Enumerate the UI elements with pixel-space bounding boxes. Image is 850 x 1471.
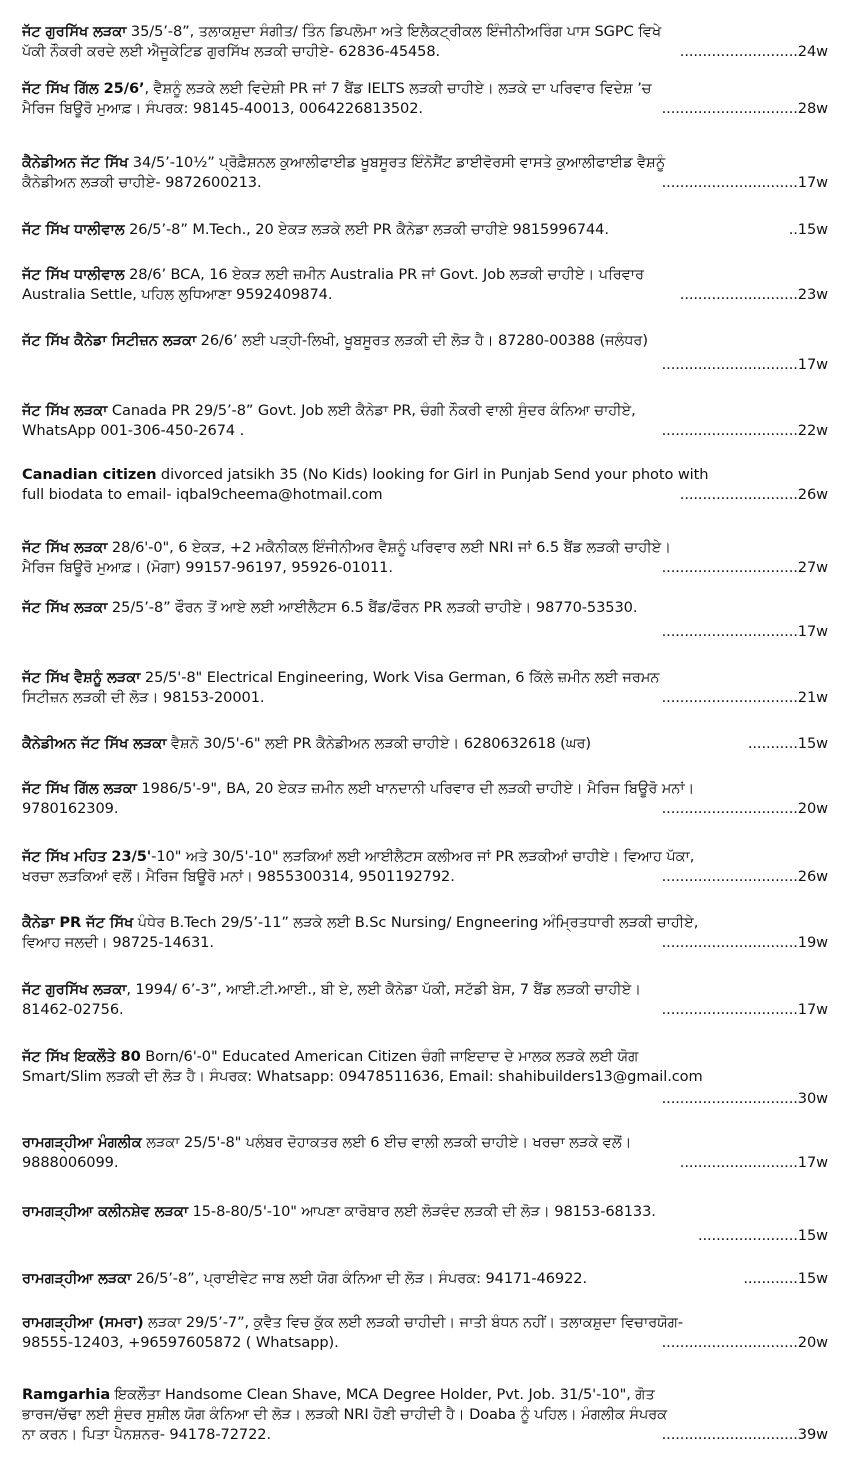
ad-word-count: ...........15w — [747, 735, 828, 752]
ad-text: 9780162309. — [22, 800, 119, 817]
ad-line — [22, 1047, 828, 1067]
ad-line — [22, 401, 828, 421]
ad-word-count: ..............................27w — [661, 559, 828, 576]
ad-word-count: ..............................19w — [661, 934, 828, 951]
ad-text: Born/6'-0" Educated American Citizen ਚੰਗੀ ਜਾਇਦਾਦ ਦੇ ਮਾਲਕ ਲੜਕੇ ਲਈ ਯੋਗ — [140, 1048, 639, 1065]
ad-text: 25/5'-8" Electrical Engineering, Work Visa German, 6 ਕਿੱਲੇ ਜ਼ਮੀਨ ਲਈ ਜਰਮਨ — [140, 669, 660, 686]
ad-text: ਨਾ ਕਰਨ। ਪਿਤਾ ਪੈਨਸ਼ਨਰ- 94178-72722. — [22, 1426, 271, 1443]
ad-text: 34/5’-10½” ਪ੍ਰੋਫ਼ੈਸ਼ਨਲ ਕੁਆਲੀਫਾਈਡ ਖੂਬਸੂਰਤ ਇੰਨੋਸੈਂਟ ਡਾਈਵੋਰਸੀ ਵਾਸਤੇ ਕੁਆਲੀਫਾਈਡ ਵੈਸ਼ਨੂੰ — [128, 154, 666, 171]
ad-entry — [22, 598, 828, 642]
ad-text: 81462-02756. — [22, 1001, 124, 1018]
ad-word-count: ..............................22w — [661, 422, 828, 439]
ad-word-count: ..15w — [788, 221, 828, 238]
ad-text: 26/5’-8” M.Tech., 20 ਏਕੜ ਲੜਕੇ ਲਈ PR ਕੈਨੇਡਾ ਲੜਕੀ ਚਾਹੀਏ 9815996744. — [124, 221, 609, 238]
ad-heading: ਜੱਟ ਸਿੱਖ ਲੜਕਾ — [22, 599, 108, 616]
ad-line — [22, 980, 828, 1000]
ad-heading: ਕੈਨੇਡਾ PR ਜੱਟ ਸਿੱਖ — [22, 914, 134, 931]
ad-text: ਵਿਆਹ ਜਲਦੀ। 98725-14631. — [22, 934, 214, 951]
ad-heading: ਰਾਮਗੜ੍ਹੀਆ ਕਲੀਨਸ਼ੇਵ ਲੜਕਾ — [22, 1203, 189, 1220]
ad-heading: ਜੱਟ ਗੁਰਸਿੱਖ ਲੜਕਾ — [22, 981, 127, 998]
ad-text: ਖਰਚਾ ਲੜਕਿਆਂ ਵਲੋਂ। ਮੈਰਿਜ ਬਿਊਰੋ ਮਨਾਂ। 9855300314, 9501192792. — [22, 868, 455, 885]
ad-entry — [22, 265, 828, 305]
ad-text: 35/5’-8”, ਤਲਾਕਸ਼ੁਦਾ ਸੰਗੀਤ/ ਤਿੰਨ ਡਿਪਲੋਮਾ ਅਤੇ ਇਲੈਕਟ੍ਰੀਕਲ ਇੰਜੀਨੀਅਰਿੰਗ ਪਾਸ SGPC ਵਿਖੇ — [126, 23, 662, 40]
ad-heading: ਜੱਟ ਸਿੱਖ ਧਾਲੀਵਾਲ — [22, 221, 125, 238]
ad-heading: ਜੱਟ ਸਿੱਖ ਧਾਲੀਵਾਲ — [22, 266, 125, 283]
ad-line — [22, 1202, 828, 1222]
ad-entry — [22, 1385, 828, 1445]
ad-word-count: ..........................24w — [679, 43, 828, 60]
ad-text: ਇਕਲੌਤਾ Handsome Clean Shave, MCA Degree Holder, Pvt. Job. 31/5'-10", ਗੋਤ — [110, 1386, 655, 1403]
ad-line — [22, 913, 828, 933]
ad-entry — [22, 153, 828, 193]
ad-heading: ਜੱਟ ਸਿੱਖ ਵੈਸ਼ਨੂੰ ਲੜਕਾ — [22, 669, 141, 686]
ad-text: 28/6’ BCA, 16 ਏਕੜ ਲਈ ਜ਼ਮੀਨ Australia PR ਜਾਂ Govt. Job ਲੜਕੀ ਚਾਹੀਏ। ਪਰਿਵਾਰ — [124, 266, 644, 283]
ad-word-count: ..............................39w — [661, 1426, 828, 1443]
ad-entry — [22, 913, 828, 953]
ad-heading: ਜੱਟ ਸਿੱਖ ਮਹਿਤ 23/5' — [22, 848, 152, 865]
ad-line — [22, 1067, 828, 1087]
ad-entry — [22, 22, 828, 62]
ad-word-count: ..............................17w — [661, 623, 828, 640]
ad-text: Canada PR 29/5’-8” Govt. Job ਲਈ ਕੈਨੇਡਾ PR, ਚੰਗੀ ਨੌਕਰੀ ਵਾਲੀ ਸੁੰਦਰ ਕੰਨਿਆ ਚਾਹੀਏ, — [107, 402, 636, 419]
ad-text: divorced jatsikh 35 (No Kids) looking for Girl in Punjab Send your photo with — [156, 466, 709, 483]
ad-line — [22, 153, 828, 173]
ad-heading: ਕੈਨੇਡੀਅਨ ਜੱਟ ਸਿੱਖ — [22, 154, 129, 171]
ad-heading: ਰਾਮਗੜ੍ਹੀਆ ਮੰਗਲੀਕ — [22, 1134, 142, 1151]
ad-line — [22, 265, 828, 285]
ad-word-count: ..........................17w — [679, 1154, 828, 1171]
ad-line — [22, 1133, 828, 1153]
ad-heading: ਕੈਨੇਡੀਅਨ ਜੱਟ ਸਿੱਖ ਲੜਕਾ — [22, 735, 167, 752]
ad-text: -10" ਅਤੇ 30/5'-10" ਲੜਕਿਆਂ ਲਈ ਆਈਲੈਟਸ ਕਲੀਅਰ ਜਾਂ PR ਲੜਕੀਆਂ ਚਾਹੀਏ। ਵਿਆਹ ਪੱਕਾ, — [151, 848, 695, 865]
ad-entry — [22, 847, 828, 887]
ad-text: , 1994/ 6’-3”, ਆਈ.ਟੀ.ਆਈ., ਬੀ ਏ, ਲਈ ਕੈਨੇਡਾ ਪੱਕੀ, ਸਟੱਡੀ ਬੇਸ, 7 ਬੈਂਡ ਲੜਕੀ ਚਾਹੀਏ। — [126, 981, 641, 998]
ad-entry — [22, 331, 828, 375]
ad-heading: ਜੱਟ ਗੁਰਸਿੱਖ ਲੜਕਾ — [22, 23, 127, 40]
ad-heading: ਜੱਟ ਸਿੱਖ ਗਿੱਲ ਲੜਕਾ — [22, 780, 137, 797]
ad-heading: ਰਾਮਗੜ੍ਹੀਆ ਲੜਕਾ — [22, 1270, 132, 1287]
ad-entry — [22, 79, 828, 119]
ad-word-count: ......................15w — [697, 1227, 828, 1244]
ad-line — [22, 847, 828, 867]
ad-line — [22, 1405, 828, 1425]
ad-entry — [22, 1313, 828, 1353]
ad-line — [22, 734, 828, 754]
ad-entry — [22, 1047, 828, 1109]
ad-line — [22, 220, 828, 240]
ad-text: 15-8-80/5'-10" ਆਪਣਾ ਕਾਰੋਬਾਰ ਲਈ ਲੋੜਵੰਦ ਲੜਕੀ ਦੀ ਲੋੜ। 98153-68133. — [188, 1203, 656, 1220]
ad-heading: ਰਾਮਗੜ੍ਹੀਆ (ਸਮਰਾ) — [22, 1314, 144, 1331]
ad-word-count: ..............................26w — [661, 868, 828, 885]
ad-heading: Ramgarhia — [22, 1386, 111, 1403]
ad-entry — [22, 980, 828, 1020]
ad-line — [22, 1385, 828, 1405]
ad-text: ਪੱਕੀ ਨੌਕਰੀ ਕਰਦੇ ਲਈ ਐਜੂਕੇਟਿਡ ਗੁਰਸਿੱਖ ਲੜਕੀ ਚਾਹੀਏ- 62836-45458. — [22, 43, 441, 60]
ad-entry — [22, 401, 828, 441]
ad-text: ਲੜਕਾ 25/5'-8" ਪਲੰਬਰ ਦੋਹਾਕਤਰ ਲਈ 6 ਈਚ ਵਾਲੀ ਲੜਕੀ ਚਾਹੀਏ। ਖਰਚਾ ਲੜਕੇ ਵਲੋਂ। — [141, 1134, 632, 1151]
ad-line — [22, 331, 828, 351]
ad-entry — [22, 1202, 828, 1246]
ad-heading: ਜੱਟ ਸਿੱਖ ਲੜਕਾ — [22, 402, 108, 419]
ad-line — [22, 465, 828, 485]
ad-word-count: ............15w — [743, 1270, 828, 1287]
ad-text: ਭਾਰਜ/ਚੱਢਾ ਲਈ ਸੁੰਦਰ ਸੁਸ਼ੀਲ ਯੋਗ ਕੰਨਿਆ ਦੀ ਲੋੜ। ਲੜਕੀ NRI ਹੋਣੀ ਚਾਹੀਦੀ ਹੈ। Doaba ਨੂੰ ਪਹਿਲ। ਮੰਗਲੀਕ ਸੰਪਰਕ — [22, 1406, 668, 1423]
ad-text: ਲੜਕਾ 29/5’-7”, ਕੁਵੈਤ ਵਿਚ ਕੁੱਕ ਲਈ ਲੜਕੀ ਚਾਹੀਦੀ। ਜਾਤੀ ਬੰਧਨ ਨਹੀਂ। ਤਲਾਕਸ਼ੁਦਾ ਵਿਚਾਰਯੋਗ- — [143, 1314, 683, 1331]
ad-word-count: ..........................23w — [679, 286, 828, 303]
ad-text: ਵੈਸ਼ਨੋ 30/5'-6" ਲਈ PR ਕੈਨੇਡੀਅਨ ਲੜਕੀ ਚਾਹੀਏ। 6280632618 (ਘਰ) — [166, 735, 591, 752]
ad-text: ਕੈਨੇਡੀਅਨ ਲੜਕੀ ਚਾਹੀਏ- 9872600213. — [22, 174, 262, 191]
ad-line — [22, 1269, 828, 1289]
ad-text: ਮੈਰਿਜ ਬਿਊਰੋ ਮੁਆਫ਼। (ਮੋਗਾ) 99157-96197, 95926-01011. — [22, 559, 393, 576]
ad-heading: ਜੱਟ ਸਿੱਖ ਲੜਕਾ — [22, 539, 108, 556]
ad-line — [22, 779, 828, 799]
ad-text: 26/5’-8”, ਪ੍ਰਾਈਵੇਟ ਜਾਬ ਲਈ ਯੋਗ ਕੰਨਿਆ ਦੀ ਲੋੜ। ਸੰਪਰਕ: 94171-46922. — [131, 1270, 588, 1287]
ad-heading: Canadian citizen — [22, 466, 157, 483]
ad-entry — [22, 220, 828, 240]
ad-word-count: ..............................28w — [661, 100, 828, 117]
ad-entry — [22, 779, 828, 819]
ad-text: WhatsApp 001-306-450-2674 . — [22, 422, 245, 439]
ad-text: ਮੈਰਿਜ ਬਿਊਰੋ ਮੁਆਫ਼। ਸੰਪਰਕ: 98145-40013, 0064226813502. — [22, 100, 423, 117]
ad-text: ਸਿਟੀਜ਼ਨ ਲੜਕੀ ਦੀ ਲੋੜ। 98153-20001. — [22, 689, 265, 706]
ad-entry — [22, 465, 828, 505]
ad-text: ਪੰਧੇਰ B.Tech 29/5’-11” ਲੜਕੇ ਲਈ B.Sc Nursing/ Engneering ਅੰਮ੍ਰਿਤਧਾਰੀ ਲੜਕੀ ਚਾਹੀਏ, — [133, 914, 699, 931]
ad-text: 9888006099. — [22, 1154, 119, 1171]
ad-heading: ਜੱਟ ਸਿੱਖ ਕੈਨੇਡਾ ਸਿਟੀਜ਼ਨ ਲੜਕਾ — [22, 332, 197, 349]
ad-word-count: ..............................30w — [661, 1090, 828, 1107]
ad-word-count: ..............................17w — [661, 1001, 828, 1018]
ad-text: Australia Settle, ਪਹਿਲ ਲੁਧਿਆਣਾ 9592409874. — [22, 286, 333, 303]
ad-word-count: ..............................21w — [661, 689, 828, 706]
ad-text: 1986/5'-9", BA, 20 ਏਕੜ ਜ਼ਮੀਨ ਲਈ ਖਾਨਦਾਨੀ ਪਰਿਵਾਰ ਦੀ ਲੜਕੀ ਚਾਹੀਏ। ਮੈਰਿਜ ਬਿਊਰੋ ਮਨਾਂ। — [136, 780, 695, 797]
ad-line — [22, 538, 828, 558]
ad-text: 25/5’-8” ਫੌਰਨ ਤੋਂ ਆਏ ਲਈ ਆਈਲੈਟਸ 6.5 ਬੈਂਡ/ਫੌਰਨ PR ਲੜਕੀ ਚਾਹੀਏ। 98770-53530. — [107, 599, 638, 616]
ad-text: 26/6’ ਲਈ ਪੜ੍ਹੀ-ਲਿਖੀ, ਖੂਬਸੂਰਤ ਲੜਕੀ ਦੀ ਲੋੜ ਹੈ। 87280-00388 (ਜਲੰਧਰ) — [196, 332, 648, 349]
ad-entry — [22, 1133, 828, 1173]
ad-text: , ਵੈਸ਼ਨੂੰ ਲੜਕੇ ਲਈ ਵਿਦੇਸ਼ੀ PR ਜਾਂ 7 ਬੈਂਡ IELTS ਲੜਕੀ ਚਾਹੀਏ। ਲੜਕੇ ਦਾ ਪਰਿਵਾਰ ਵਿਦੇਸ਼ ’ਚ — [144, 80, 652, 97]
ad-entry — [22, 1269, 828, 1289]
ad-text: 98555-12403, +96597605872 ( Whatsapp). — [22, 1334, 339, 1351]
ad-line — [22, 22, 828, 42]
ad-line — [22, 598, 828, 618]
ad-entry — [22, 668, 828, 708]
ad-text: full biodata to email- iqbal9cheema@hotmail.com — [22, 486, 383, 503]
ad-text: 28/6'-0", 6 ਏਕੜ, +2 ਮਕੈਨੀਕਲ ਇੰਜੀਨੀਅਰ ਵੈਸ਼ਨੂੰ ਪਰਿਵਾਰ ਲਈ NRI ਜਾਂ 6.5 ਬੈਂਡ ਲੜਕੀ ਚਾਹੀਏ। — [107, 539, 671, 556]
ad-heading: ਜੱਟ ਸਿੱਖ ਇਕਲੌਤੇ 80 — [22, 1048, 141, 1065]
ad-word-count: ..............................17w — [661, 174, 828, 191]
ad-word-count: ..............................20w — [661, 1334, 828, 1351]
ad-heading: ਜੱਟ ਸਿੱਖ ਗਿੱਲ 25/6’ — [22, 80, 145, 97]
ad-word-count: ..........................26w — [679, 486, 828, 503]
ad-line — [22, 1313, 828, 1333]
ad-word-count: ..............................17w — [661, 356, 828, 373]
ad-line — [22, 79, 828, 99]
ad-entry — [22, 734, 828, 754]
ad-entry — [22, 538, 828, 578]
ad-word-count: ..............................20w — [661, 800, 828, 817]
ad-line — [22, 668, 828, 688]
ad-text: Smart/Slim ਲੜਕੀ ਦੀ ਲੋੜ ਹੈ। ਸੰਪਰਕ: Whatsapp: 09478511636, Email: shahibuilders13@gmail.com — [22, 1068, 703, 1085]
